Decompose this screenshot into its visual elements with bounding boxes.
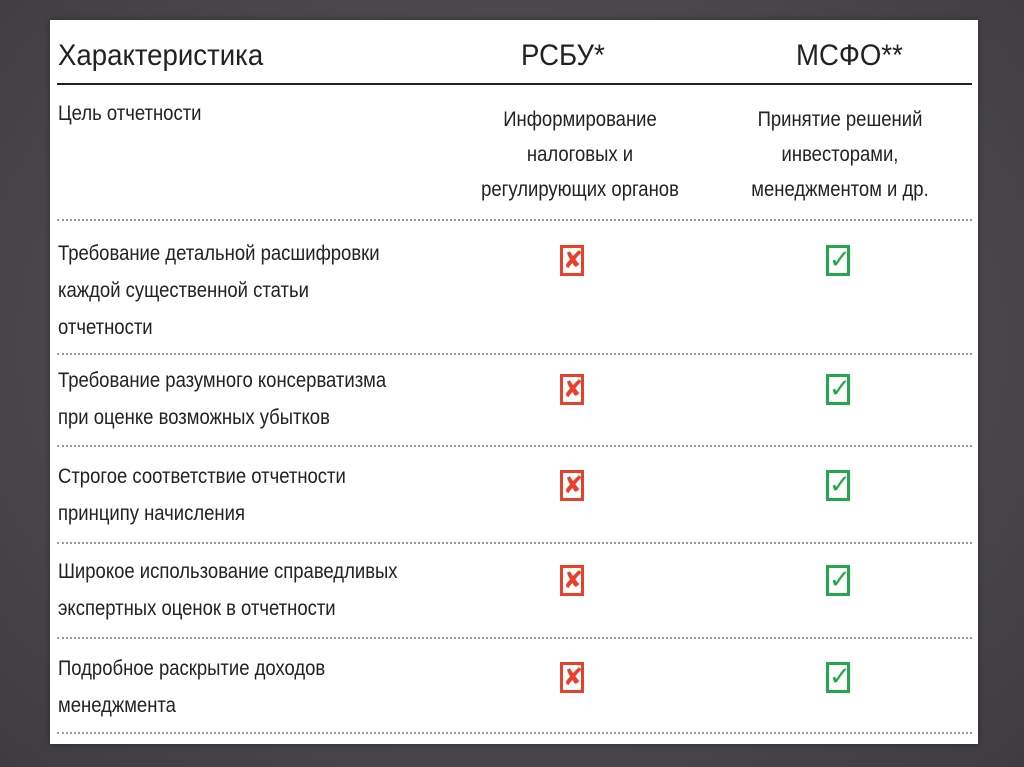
row-5-line-2: менеджмента [58, 694, 176, 717]
row-4-line-1: Широкое использование справедливых [58, 560, 398, 583]
row-3-line-2: принципу начисления [58, 502, 245, 525]
row-divider [57, 353, 972, 355]
row-1-line-2: каждой существенной статьи [58, 279, 309, 302]
cross-box-icon: ✘ [560, 565, 584, 596]
check-box-icon: ✓ [826, 662, 850, 693]
row-1-line-3: отчетности [58, 316, 153, 339]
header-divider [57, 83, 972, 85]
check-box-icon: ✓ [826, 565, 850, 596]
goal-msfo-line-2: инвесторами, [781, 143, 899, 166]
goal-rsbu-line-2: налоговых и [526, 143, 634, 166]
row-1-line-1: Требование детальной расшифровки [58, 242, 380, 265]
cross-box-icon: ✘ [560, 374, 584, 405]
slide [50, 20, 978, 744]
goal-rsbu-line-3: регулирующих органов [481, 178, 679, 201]
check-box-icon: ✓ [826, 374, 850, 405]
row-divider [57, 219, 972, 221]
goal-msfo-line-1: Принятие решений [757, 108, 923, 131]
goal-rsbu-line-1: Информирование [503, 108, 657, 131]
row-2-line-2: при оценке возможных убытков [58, 406, 330, 429]
goal-label: Цель отчетности [58, 102, 202, 125]
row-4-line-2: экспертных оценок в отчетности [58, 597, 336, 620]
row-divider [57, 637, 972, 639]
row-5-line-1: Подробное раскрытие доходов [58, 657, 326, 680]
row-divider [57, 732, 972, 734]
row-3-line-1: Строгое соответствие отчетности [58, 465, 346, 488]
row-divider [57, 445, 972, 447]
check-box-icon: ✓ [826, 470, 850, 501]
cross-box-icon: ✘ [560, 470, 584, 501]
cross-box-icon: ✘ [560, 662, 584, 693]
row-2-line-1: Требование разумного консерватизма [58, 369, 387, 392]
header-msfo: МСФО** [796, 39, 903, 72]
row-divider [57, 542, 972, 544]
check-box-icon: ✓ [826, 245, 850, 276]
cross-box-icon: ✘ [560, 245, 584, 276]
header-characteristic: Характеристика [58, 39, 264, 72]
goal-msfo-line-3: менеджментом и др. [751, 178, 929, 201]
header-rsbu: РСБУ* [521, 39, 605, 72]
